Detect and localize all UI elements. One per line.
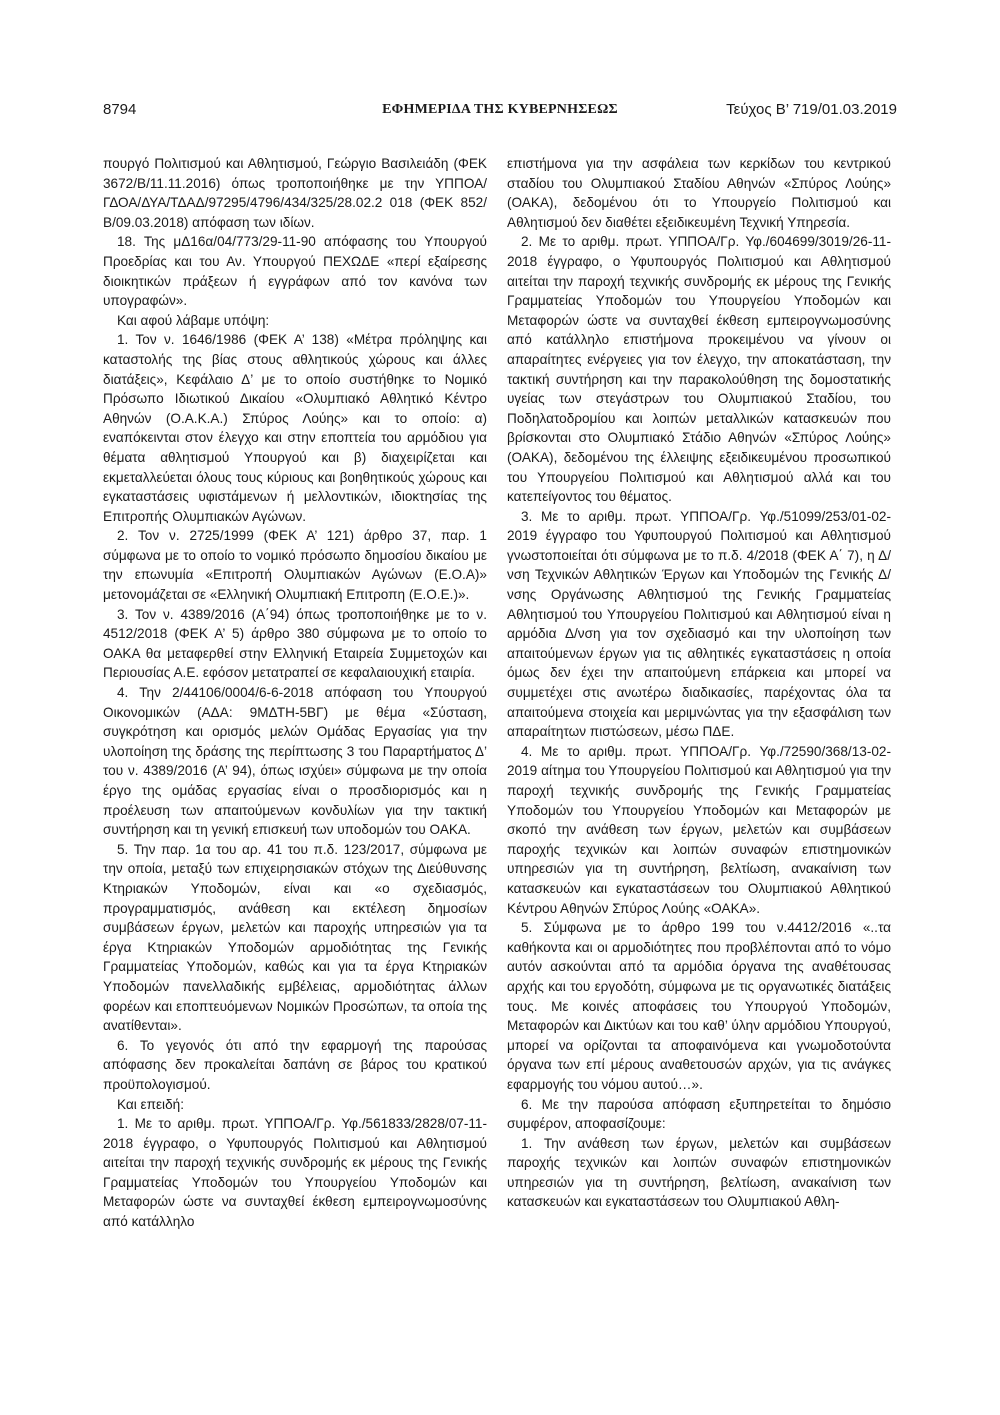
gazette-title: ΕΦΗΜΕΡΙΔΑ ΤΗΣ ΚΥΒΕΡΝΗΣΕΩΣ [382,102,618,117]
page-number: 8794 [103,101,137,118]
left-column [103,154,487,1232]
paragraph: 4. Με το αριθμ. πρωτ. ΥΠΠΟΑ/Γρ. Υφ./72590/368/13-02-2019 αίτημα του Υπουργείου Πολιτισμού και Αθλητισμού για την παροχή τεχνικής συνδρομής της Γενικής Γραμματείας Υποδομών του Υπουργείου Υποδομών και Μεταφορών με σκοπό την ανάθεση των έργων, μελετών και συμβάσεων παροχής τεχνικών και λοιπών συναφών επιστημονικών υπηρεσιών για τη συντήρηση, βελτίωση, ανακαίνιση των κατασκευών και εγκαταστάσεων του Ολυμπιακού Αθλητικού Κέντρου Αθηνών Σπύρος Λούης «ΟΑΚΑ». [507,743,891,916]
paragraph: 6. Το γεγονός ότι από την εφαρμογή της παρούσας απόφασης δεν προκαλείται δαπάνη σε βάρος του κρατικού προϋπολογισμού. [103,1037,487,1092]
paragraph: 6. Με την παρούσα απόφαση εξυπηρετείται το δημόσιο συμφέρον, αποφασίζουμε: [507,1096,891,1132]
page-header [103,101,897,125]
paragraph: 1. Με το αριθμ. πρωτ. ΥΠΠΟΑ/Γρ. Υφ./561833/2828/07-11-2018 έγγραφο, ο Υφυπουργός Πολιτισμού και Αθλητισμού αιτείται την παροχή τεχνικής συνδρομής εκ μέρους της Γενικής Γραμματείας Υποδομών του Υπουργείου Υποδομών και Μεταφορών ώστε να συνταχθεί έκθεση εμπειρογνωμοσύνης από κατάλληλο [103,1116,487,1230]
paragraph: 18. Της μΔ16α/04/773/29-11-90 απόφασης του Υπουργού Προεδρίας και του Αν. Υπουργού ΠΕΧΩΔΕ «περί εξαίρεσης διοικητικών πράξεων ή εγγράφων από τον κανόνα των υπογραφών». [103,234,487,309]
paragraph: επιστήμονα για την ασφάλεια των κερκίδων του κεντρικού σταδίου του Ολυμπιακού Σταδίου Αθηνών «Σπύρος Λούης» (ΟΑΚΑ), δεδομένου ότι το Υπουργείο Πολιτισμού και Αθλητισμού δεν διαθέτει εξειδικευμένη Τεχνική Υπηρεσία. [507,156,891,230]
paragraph: πουργό Πολιτισμού και Αθλητισμού, Γεώργιο Βασιλειάδη (ΦΕΚ 3672/Β/11.11.2016) όπως τροποποιήθηκε με την ΥΠΠΟΑ/ΓΔΟΑ/ΔΥΑ/ΤΔΑΔ/97295/4796/434/325/28.02.2 018 (ΦΕΚ 852/Β/09.03.2018) απόφαση των ιδίων. [103,156,487,230]
paragraph: 2. Με το αριθμ. πρωτ. ΥΠΠΟΑ/Γρ. Υφ./604699/3019/26-11-2018 έγγραφο, ο Υφυπουργός Πολιτισμού και Αθλητισμού αιτείται την παροχή τεχνικής συνδρομής εκ μέρους της Γενικής Γραμματείας Υποδομών του Υπουργείου Υποδομών και Μεταφορών ώστε να συνταχθεί έκθεση εμπειρογνωμοσύνης από κατάλληλο επιστήμονα προκειμένου να γίνουν οι απαραίτητες ενέργειες για τον έλεγχο, την αποκατάσταση, την τακτική συντήρηση και την παρακολούθηση της δομοστατικής υγείας των στεγάστρων του Ολυμπιακού Σταδίου, του Ποδηλατοδρομίου και λοιπών μεταλλικών κατασκευών που βρίσκονται στο Ολυμπιακό Στάδιο Αθηνών «Σπύρος Λούης» (ΟΑΚΑ), δεδομένου της έλλειψης εξειδικευμένου προσωπικού του Υπουργείου Πολιτισμού και Αθλητισμού αλλά και του κατεπείγοντος του θέματος. [507,234,891,505]
paragraph: 3. Με το αριθμ. πρωτ. ΥΠΠΟΑ/Γρ. Υφ./51099/253/01-02-2019 έγγραφο του Υφυπουργού Πολιτισμού και Αθλητισμού γνωστοποιείται ότι σύμφωνα με το π.δ. 4/2018 (ΦΕΚ Α΄ 7), η Δ/νση Τεχνικών Αθλητικών Έργων και Υποδομών της Γενικής Δ/νσης Οργάνωσης Αθλητισμού της Γενικής Γραμματείας Αθλητισμού του Υπουργείου Πολιτισμού και Αθλητισμού είναι η αρμόδια Δ/νση για τον σχεδιασμό και την υλοποίηση των απαιτούμενων έργων για τις αθλητικές εγκαταστάσεις η οποία όμως δεν έχει την απαιτούμενη επάρκεια και μπορεί να συμμετέχει στις ανωτέρω διαδικασίες, παρέχοντας όλα τα απαιτούμενα στοιχεία και μεριμνώντας για την εξασφάλιση των απαραίτητων πιστώσεων, μέσω ΠΔΕ. [507,508,891,740]
paragraph: 5. Σύμφωνα με το άρθρο 199 του ν.4412/2016 «..τα καθήκοντα και οι αρμοδιότητες που προβλέπονται από το νόμο αυτόν ασκούνται από τα αρμόδια όργανα της αναθέτουσας αρχής και του εργοδότη, σύμφωνα με τις οργανωτικές διατάξεις τους. Με κοινές αποφάσεις του Υπουργού Υποδομών, Μεταφορών και Δικτύων και του καθ’ ύλην αρμόδιου Υπουργού, μπορεί να ορίζονται τα αποφαινόμενα και γνωμοδοτούντα όργανα των επί μέρους αναθετουσών αρχών, για τις ανάγκες εφαρμογής του νόμου αυτού…». [507,920,891,1092]
paragraph: 3. Τον ν. 4389/2016 (Α΄94) όπως τροποποιήθηκε με το ν. 4512/2018 (ΦΕΚ Α’ 5) άρθρο 380 σύμφωνα με το οποίο το ΟΑΚΑ θα μεταφερθεί στην Ελληνική Εταιρεία Συμμετοχών και Περιουσίας Α.Ε. εφόσον μετατραπεί σε κεφαλαιουχική εταιρία. [103,606,487,681]
paragraph: 2. Τον ν. 2725/1999 (ΦΕΚ Α’ 121) άρθρο 37, παρ. 1 σύμφωνα με το οποίο το νομικό πρόσωπο δημοσίου δικαίου με την επωνυμία «Επιτροπή Ολυμπιακών Αγώνων (Ε.Ο.Α)» μετονομάζεται σε «Ελληνική Ολυμπιακή Επιτροπη (Ε.Ο.Ε.)». [103,528,487,603]
paragraph: 1. Την ανάθεση των έργων, μελετών και συμβάσεων παροχής τεχνικών και λοιπών συναφών επιστημονικών υπηρεσιών για τη συντήρηση, βελτίωση, ανακαίνιση των κατασκευών και εγκαταστάσεων του Ολυμπιακού Αθλη- [507,1135,891,1210]
paragraph: 1. Τον ν. 1646/1986 (ΦΕΚ Α’ 138) «Μέτρα πρόληψης και καταστολής της βίας στους αθλητικούς χώρους και άλλες διατάξεις», Κεφάλαιο Δ’ με το οποίο συστήθηκε το Νομικό Πρόσωπο Ιδιωτικού Δικαίου «Ολυμπιακό Αθλητικό Κέντρο Αθηνών (Ο.Α.Κ.Α.) Σπύρος Λούης» και το οποίο: α) εναπόκεινται στον έλεγχο και στην εποπτεία του αρμόδιου για θέματα αθλητισμού Υπουργού και β) διαχειρίζεται και εκμεταλλεύεται όλους τους κύριους και βοηθητικούς χώρους και εγκαταστάσεις υφιστάμενων ή μελλοντικών, ιδιοκτησίας της Επιτροπής Ολυμπιακών Αγώνων. [103,332,487,524]
paragraph: Και αφού λάβαμε υπόψη: [117,312,270,328]
issue-reference: Τεύχος B’ 719/01.03.2019 [726,101,897,118]
paragraph: 5. Την παρ. 1α του αρ. 41 του π.δ. 123/2017, σύμφωνα με την οποία, μεταξύ των επιχειρησιακών στόχων της Διεύθυνσης Κτηριακών Υποδομών, είναι και «ο σχεδιασμός, προγραμματισμός, ανάθεση και εκτέλεση δημοσίων συμβάσεων έργων, μελετών και παροχής υπηρεσιών για τα έργα Κτηριακών Υποδομών αρμοδιότητας της Γενικής Γραμματείας Υποδομών, καθώς και για τα έργα Κτηριακών Υποδομών πανελλαδικής εμβέλειας, αρμοδιότητας άλλων φορέων και εποπτευόμενων Νομικών Προσώπων, τα οποία της ανατίθενται». [103,841,487,1034]
paragraph: Και επειδή: [117,1096,184,1112]
paragraph: 4. Την 2/44106/0004/6-6-2018 απόφαση του Υπουργού Οικονομικών (ΑΔΑ: 9ΜΔΤΗ-5ΒΓ) με θέμα «Σύσταση, συγκρότηση και ορισμός μελών Ομάδας Εργασίας για την υλοποίηση της δράσης της περίπτωσης 3 του Παραρτήματος Δ’ του ν. 4389/2016 (Α’ 94), όπως ισχύει» σύμφωνα με την οποία έργο της ομάδας εργασίας είναι ο προσδιορισμός και η προέλευση των απαιτούμενων κονδυλίων για την τακτική συντήρηση και τη γενική επισκευή των υποδομών του ΟΑΚΑ. [103,685,487,838]
right-column [507,154,891,1212]
